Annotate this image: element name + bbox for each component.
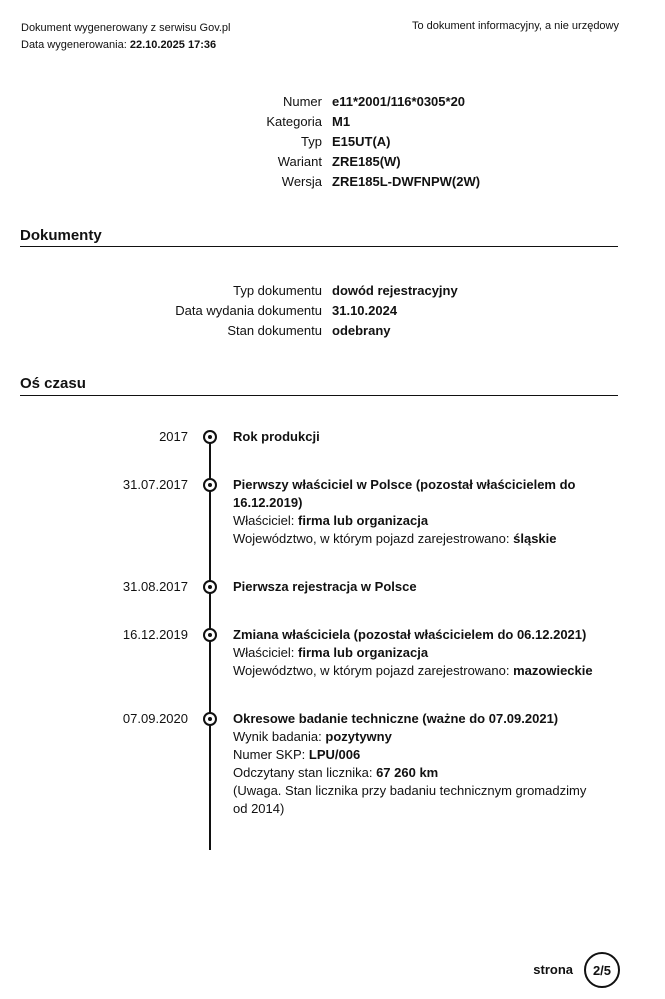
timeline-dot-icon	[203, 712, 217, 726]
document-label: Typ dokumentu	[233, 282, 322, 298]
vehicle-label: Wariant	[277, 153, 322, 169]
vehicle-value: ZRE185L-DWFNPW(2W)	[332, 173, 481, 189]
vehicle-row	[0, 91, 480, 111]
event-owner-line	[233, 644, 593, 662]
region-value: mazowieckie	[513, 663, 593, 678]
event-title: Pierwszy właściciel w Polsce (pozostał właścicielem do 16.12.2019)	[233, 477, 576, 510]
skp-value: LPU/006	[308, 747, 361, 762]
document-value: 31.10.2024	[332, 302, 398, 318]
document-label: Data wydania dokumentu	[175, 302, 322, 318]
documents-title: Dokumenty	[20, 227, 102, 244]
event-body	[233, 476, 593, 548]
event-date: 16.12.2019	[122, 627, 188, 642]
event-title: Zmiana właściciela (pozostał właścicielem do 06.12.2021)	[233, 627, 587, 642]
region-label: Województwo, w którym pojazd zarejestrowano:	[233, 531, 510, 546]
vehicle-row	[0, 151, 480, 171]
event-body	[233, 428, 593, 446]
event-region-line	[233, 530, 593, 548]
inspection-result-line	[233, 728, 593, 746]
owner-value: firma lub organizacja	[298, 513, 429, 528]
event-date: 07.09.2020	[122, 711, 188, 726]
odometer-note: (Uwaga. Stan licznika przy badaniu technicznym gromadzimy od 2014)	[233, 783, 587, 816]
skp-label: Numer SKP:	[233, 747, 306, 762]
document-label: Stan dokumentu	[227, 322, 322, 338]
region-value: śląskie	[513, 531, 557, 546]
event-body	[233, 578, 593, 596]
vehicle-row	[0, 131, 480, 151]
event-title: Okresowe badanie techniczne (ważne do 07.09.2021)	[233, 711, 559, 726]
skp-line	[233, 746, 593, 764]
vehicle-label: Typ	[301, 133, 322, 149]
odometer-label: Odczytany stan licznika:	[233, 765, 373, 780]
event-body	[233, 626, 593, 680]
odometer-value: 67 260 km	[376, 765, 439, 780]
odometer-line	[233, 764, 593, 782]
event-date: 31.08.2017	[122, 579, 188, 594]
event-region-line	[233, 662, 593, 680]
timeline-dot-icon	[203, 628, 217, 642]
event-owner-line	[233, 512, 593, 530]
document-row	[0, 300, 458, 320]
owner-label: Właściciel:	[233, 513, 295, 528]
page-number: 2/5	[584, 952, 620, 988]
generated-date-value: 22.10.2025 17:36	[129, 39, 217, 51]
document-header	[21, 20, 231, 54]
timeline-dot-icon	[203, 430, 217, 444]
event-date: 2017	[159, 429, 188, 444]
timeline-title: Oś czasu	[20, 375, 86, 392]
page-label: strona	[533, 962, 573, 977]
vehicle-row	[0, 111, 480, 131]
vehicle-label: Wersja	[281, 173, 322, 189]
event-date: 31.07.2017	[122, 477, 188, 492]
vehicle-row	[0, 171, 480, 191]
document-value: dowód rejestracyjny	[332, 282, 458, 298]
timeline-dot-icon	[203, 580, 217, 594]
timeline-dot-icon	[203, 478, 217, 492]
document-row	[0, 320, 458, 340]
owner-value: firma lub organizacja	[298, 645, 429, 660]
disclaimer-text: To dokument informacyjny, a nie urzędowy	[411, 20, 619, 32]
timeline-divider	[20, 395, 618, 396]
vehicle-value: ZRE185(W)	[332, 153, 401, 169]
event-title: Rok produkcji	[233, 429, 320, 444]
vehicle-info	[0, 91, 480, 191]
documents-info	[0, 280, 458, 340]
event-title: Pierwsza rejestracja w Polsce	[233, 579, 417, 594]
generated-from-text: Dokument wygenerowany z serwisu Gov.pl	[21, 22, 231, 34]
vehicle-value: M1	[332, 113, 351, 129]
region-label: Województwo, w którym pojazd zarejestrowano:	[233, 663, 510, 678]
owner-label: Właściciel:	[233, 645, 295, 660]
result-value: pozytywny	[325, 729, 392, 744]
document-row	[0, 280, 458, 300]
vehicle-label: Numer	[282, 93, 322, 109]
result-label: Wynik badania:	[233, 729, 322, 744]
vehicle-label: Kategoria	[266, 113, 322, 129]
generated-date-line	[21, 37, 231, 54]
event-body	[233, 710, 593, 818]
documents-divider	[20, 246, 618, 247]
vehicle-value: e11*2001/116*0305*20	[332, 93, 466, 109]
document-value: odebrany	[332, 322, 391, 338]
generated-date-label: Data wygenerowania:	[21, 39, 127, 51]
vehicle-value: E15UT(A)	[332, 133, 391, 149]
